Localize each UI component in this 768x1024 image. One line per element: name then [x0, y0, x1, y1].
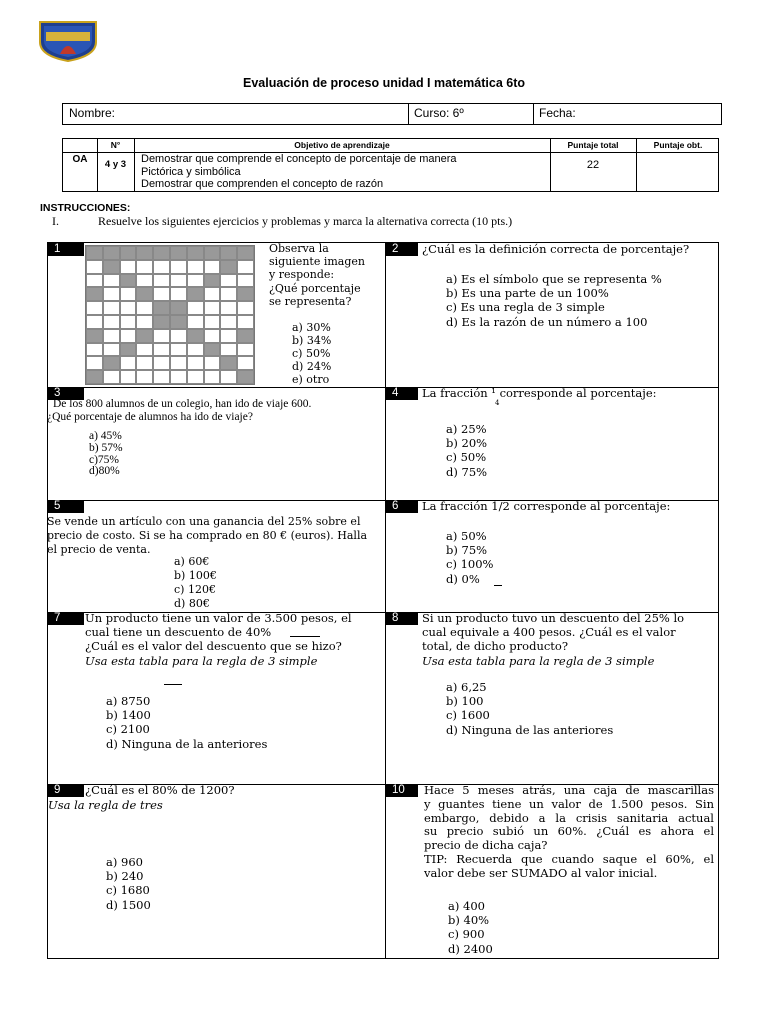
question-8-text	[422, 612, 684, 653]
option-b[interactable]: b) 240	[106, 869, 144, 884]
objective-line: Pictórica y simbólica	[141, 165, 241, 178]
fecha-field[interactable]: Fecha:	[539, 106, 576, 120]
text-line: se representa?	[269, 294, 352, 308]
instructions-text: Resuelve los siguientes ejercicios y problemas y marca la alternativa correcta (10 pts.)	[98, 214, 513, 228]
option-c[interactable]: c) 50%	[446, 450, 487, 465]
question-number: 3	[48, 387, 84, 400]
question-7-text	[85, 612, 352, 653]
text-line: el precio de venta.	[47, 542, 151, 556]
text-line: De los 800 alumnos de un colegio, han ido de viaje 600.	[53, 398, 312, 410]
curso-field: Curso: 6º	[414, 106, 464, 120]
option-d[interactable]: d) 75%	[446, 464, 488, 479]
text-line: y responde:	[269, 268, 335, 282]
question-4-options	[446, 422, 487, 479]
option-c[interactable]: c) 50%	[292, 347, 331, 360]
option-b[interactable]: b) 100	[446, 694, 484, 709]
option-c[interactable]: c) 120€	[174, 583, 216, 596]
option-b[interactable]: b) 57%	[89, 441, 123, 454]
question-1-options	[292, 321, 331, 386]
col-header-objetivo: Objetivo de aprendizaje	[294, 140, 390, 150]
question-9-hint: Usa la regla de tres	[48, 798, 163, 812]
text-line: valor debe ser SUMADO al valor inicial.	[424, 865, 658, 880]
school-logo	[38, 20, 98, 62]
oa-number: 4 y 3	[104, 159, 127, 170]
question-2-text: ¿Cuál es la definición correcta de porcentaje?	[422, 242, 690, 256]
option-a[interactable]: a) 400	[448, 899, 485, 913]
text-line: Observa la	[269, 242, 329, 255]
question-10-text	[424, 784, 714, 881]
instructions-heading: INSTRUCCIONES:	[40, 202, 131, 214]
text-line: ¿Qué porcentaje de alumnos ha ido de viaje?	[47, 410, 253, 423]
answer-line	[494, 585, 502, 586]
text-line: precio de costo. Si se ha comprado en 80 € (euros). Halla	[47, 528, 368, 542]
objective-line: Demostrar que comprende el concepto de porcentaje de manera	[141, 153, 457, 165]
question-6-text: La fracción 1/2 corresponde al porcentaje:	[422, 499, 671, 513]
question-number: 7	[48, 612, 84, 625]
question-4-text: La fracción ¹ corresponde al porcentaje:	[422, 386, 657, 400]
option-b[interactable]: b) 100€	[174, 569, 217, 582]
text-line: ¿Qué porcentaje	[269, 281, 361, 295]
option-c[interactable]: c) 1680	[106, 883, 150, 898]
answer-line	[290, 636, 320, 637]
option-a[interactable]: a) Es el símbolo que se representa %	[446, 272, 662, 286]
oa-objectives	[141, 153, 546, 191]
option-a[interactable]: a) 25%	[446, 422, 487, 436]
text-line: Un producto tiene un valor de 3.500 pesos, el	[85, 611, 352, 625]
col-header-puntaje-obt: Puntaje obt.	[653, 140, 703, 150]
option-a[interactable]: a) 50%	[446, 529, 487, 543]
question-8-options	[446, 680, 613, 737]
percentage-grid-image	[85, 245, 255, 385]
puntaje-total-value: 22	[586, 159, 600, 171]
fraction-denominator: 4	[495, 399, 500, 407]
question-6-options	[446, 529, 493, 586]
col-header-puntaje-total: Puntaje total	[567, 140, 619, 150]
question-number: 1	[48, 243, 84, 256]
option-c[interactable]: c) 900	[448, 927, 485, 942]
page-title: Evaluación de proceso unidad I matemática 6to	[242, 76, 526, 90]
option-d[interactable]: d) Ninguna de las anteriores	[446, 722, 614, 737]
option-b[interactable]: b) 34%	[292, 334, 332, 347]
option-c[interactable]: c) 2100	[106, 722, 150, 737]
option-a[interactable]: a) 6,25	[446, 680, 487, 694]
option-d[interactable]: d) 80€	[174, 597, 210, 610]
text-line: cual tiene un descuento de 40%	[85, 624, 272, 639]
question-number: 9	[48, 784, 84, 797]
text-line: su precio subió un 60%. ¿Cuál es ahora el	[424, 824, 714, 839]
question-number: 6	[386, 500, 418, 513]
question-7-options	[106, 694, 267, 751]
option-a[interactable]: a) 60€	[174, 555, 210, 568]
instructions-roman: I.	[52, 214, 59, 228]
question-8-hint: Usa esta tabla para la regla de 3 simple	[422, 654, 655, 668]
option-b[interactable]: b) 1400	[106, 708, 151, 723]
question-9-options	[106, 855, 151, 912]
option-b[interactable]: b) Es una parte de un 100%	[446, 286, 609, 301]
objectives-table	[62, 138, 719, 192]
option-c[interactable]: c) Es una regla de 3 simple	[446, 300, 605, 315]
question-3-options	[89, 431, 123, 478]
option-c[interactable]: c) 100%	[446, 557, 494, 572]
question-5-options	[174, 555, 217, 611]
option-b[interactable]: b) 40%	[448, 913, 490, 928]
option-d[interactable]: d) 2400	[448, 941, 493, 956]
text-line: ¿Cuál es el valor del descuento que se hizo?	[85, 638, 342, 653]
text-line: siguiente imagen	[269, 255, 365, 269]
option-a[interactable]: a) 30%	[292, 321, 331, 334]
objective-line: Demostrar que comprenden el concepto de razón	[141, 178, 384, 190]
question-2-options	[446, 272, 662, 329]
option-b[interactable]: b) 75%	[446, 543, 488, 558]
text-line: Si un producto tuvo un descuento del 25% lo	[422, 611, 685, 625]
option-d[interactable]: d) Ninguna de la anteriores	[106, 736, 268, 751]
question-number: 8	[386, 612, 418, 625]
option-d[interactable]: d) 0%	[446, 571, 480, 586]
question-9-text: ¿Cuál es el 80% de 1200?	[85, 783, 235, 797]
question-number: 10	[386, 784, 418, 797]
option-c[interactable]: c)75%	[89, 453, 120, 466]
text-line: y guantes tiene un valor de 1.500 pesos. Sin	[424, 796, 714, 811]
text-line: cual equivale a 400 pesos. ¿Cuál es el valor	[422, 624, 676, 639]
option-b[interactable]: b) 20%	[446, 436, 488, 451]
nombre-field[interactable]: Nombre:	[69, 106, 116, 120]
text-line: TIP: Recuerda que cuando saque el 60%, el	[424, 851, 714, 866]
student-info-table	[62, 103, 722, 125]
oa-label: OA	[72, 154, 88, 165]
answer-line	[164, 684, 182, 685]
text-line: Hace 5 meses atrás, una caja de mascarillas	[424, 783, 714, 797]
question-number: 4	[386, 387, 418, 400]
option-d[interactable]: d)80%	[89, 465, 120, 478]
text-line: total, de dicho producto?	[422, 638, 569, 653]
question-1-text	[269, 242, 365, 308]
option-a[interactable]: a) 45%	[89, 430, 122, 442]
option-d[interactable]: d) Es la razón de un número a 100	[446, 314, 648, 329]
option-a[interactable]: a) 960	[106, 855, 143, 869]
option-e[interactable]: e) otro	[292, 373, 330, 386]
text-line: Se vende un artículo con una ganancia del 25% sobre el	[47, 515, 361, 528]
question-number: 5	[48, 500, 84, 513]
question-number: 2	[386, 243, 418, 256]
option-c[interactable]: c) 1600	[446, 708, 490, 723]
text-line: precio de dicha caja?	[424, 838, 548, 853]
question-5-text	[47, 515, 367, 556]
option-d[interactable]: d) 24%	[292, 360, 332, 373]
option-a[interactable]: a) 8750	[106, 694, 151, 708]
question-3-text	[47, 398, 311, 423]
question-10-options	[448, 899, 493, 956]
text-line: embargo, debido a la crisis sanitaria actual	[424, 810, 714, 825]
option-d[interactable]: d) 1500	[106, 897, 151, 912]
col-header-n: N°	[110, 140, 121, 150]
question-7-hint: Usa esta tabla para la regla de 3 simple	[85, 654, 318, 668]
